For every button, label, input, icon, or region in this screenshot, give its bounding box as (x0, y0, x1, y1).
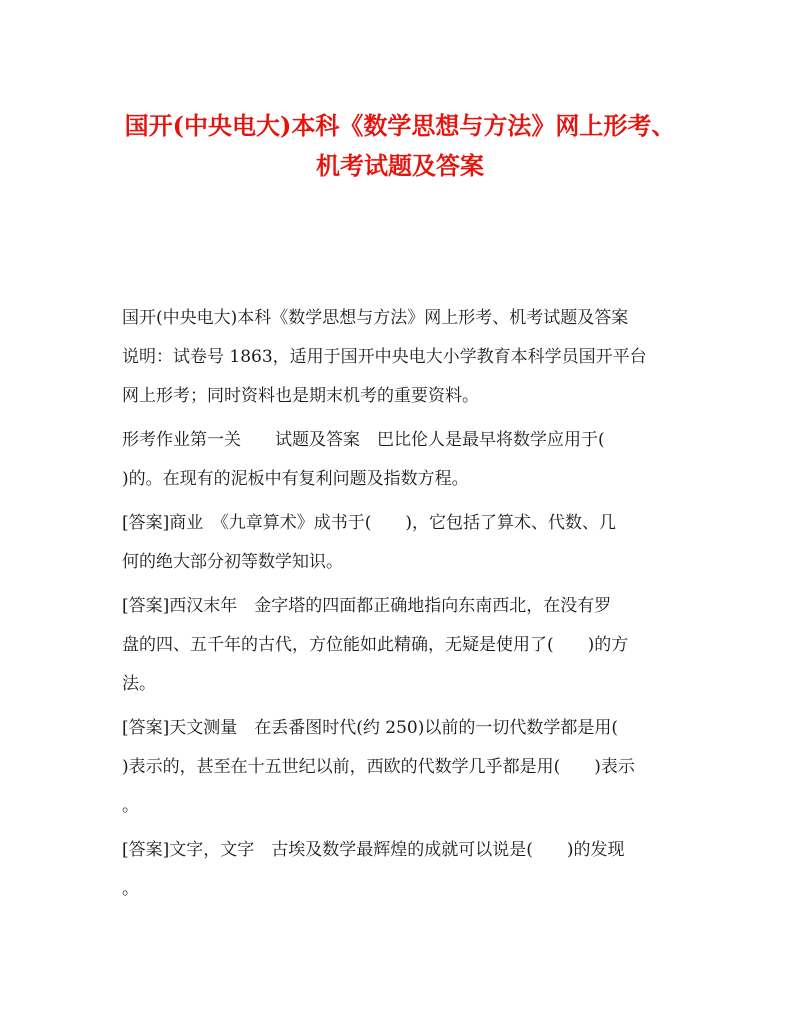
document-title-line-2: 机考试题及答案 (316, 151, 484, 180)
body-line: )表示的，甚至在十五世纪以前，西欧的代数学几乎都是用( )表示 (122, 757, 635, 777)
body-line: 说明：试卷号 1863，适用于国开中央电大小学教育本科学员国开平台 (122, 347, 647, 367)
body-line: 国开(中央电大)本科《数学思想与方法》网上形考、机考试题及答案 (122, 308, 629, 328)
body-line: 。 (122, 879, 139, 899)
body-line: [答案]天文测量 在丢番图时代(约 250)以前的一切代数学都是用( (122, 718, 619, 738)
body-line: [答案]西汉末年 金字塔的四面都正确地指向东南西北，在没有罗 (122, 596, 612, 616)
body-line: [答案]商业 《九章算术》成书于( )，它包括了算术、代数、几 (122, 513, 617, 533)
body-line: [答案]文字，文字 古埃及数学最辉煌的成就可以说是( )的发现 (122, 840, 625, 860)
body-line: 盘的四、五千年的古代，方位能如此精确，无疑是使用了( )的方 (122, 635, 629, 655)
body-line: )的。在现有的泥板中有复利问题及指数方程。 (122, 469, 469, 489)
document-title-line-1: 国开(中央电大)本科《数学思想与方法》网上形考、 (124, 111, 676, 140)
body-line: 网上形考；同时资料也是期末机考的重要资料。 (122, 386, 479, 406)
body-line: 法。 (122, 674, 156, 694)
body-line: 。 (122, 796, 139, 816)
body-line: 形考作业第一关 试题及答案 巴比伦人是最早将数学应用于( (122, 430, 605, 450)
body-line: 何的绝大部分初等数学知识。 (122, 552, 343, 572)
